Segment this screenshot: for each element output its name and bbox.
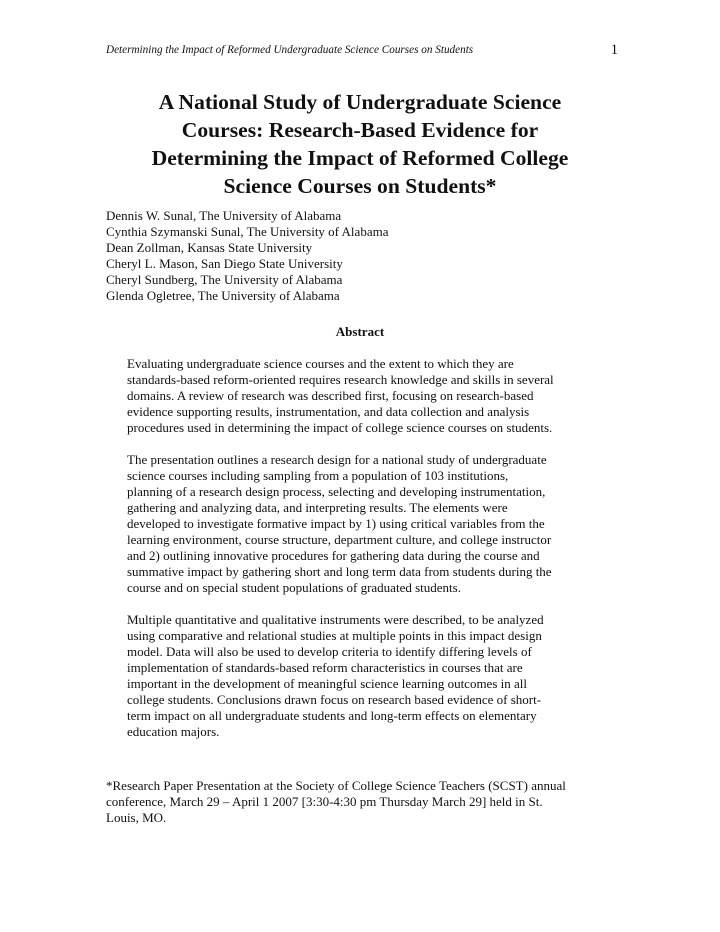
title-line: Determining the Impact of Reformed College <box>151 146 569 170</box>
footnote-line: conference, March 29 – April 1 2007 [3:30-4:30 pm Thursday March 29] held in St. <box>106 794 543 809</box>
text-line: gathering and analyzing data, and interpreting results. The elements were <box>127 500 508 515</box>
text-line: standards-based reform-oriented requires research knowledge and skills in several <box>127 372 554 387</box>
text-line: education majors. <box>127 724 220 739</box>
text-line: procedures used in determining the impact of college science courses on students. <box>127 420 553 435</box>
author-line: Cynthia Szymanski Sunal, The University of Alabama <box>106 224 389 239</box>
text-line: domains. A review of research was described first, focusing on research-based <box>127 388 534 403</box>
author-line: Dean Zollman, Kansas State University <box>106 240 313 255</box>
text-line: evidence supporting results, instrumentation, and data collection and analysis <box>127 404 530 419</box>
text-line: science courses including sampling from a population of 103 institutions, <box>127 468 509 483</box>
author-list <box>106 208 626 304</box>
title-line: Science Courses on Students* <box>223 174 497 198</box>
abstract-paragraph <box>127 356 607 436</box>
text-line: and 2) outlining innovative procedures for gathering data during the course and <box>127 548 540 563</box>
text-line: Evaluating undergraduate science courses and the extent to which they are <box>127 356 514 371</box>
abstract-body <box>127 356 607 756</box>
abstract-heading: Abstract <box>335 324 385 339</box>
text-line: college students. Conclusions drawn focus on research based evidence of short- <box>127 692 542 707</box>
paper-title <box>104 88 616 200</box>
title-line: Courses: Research-Based Evidence for <box>181 118 539 142</box>
author-line: Dennis W. Sunal, The University of Alabama <box>106 208 342 223</box>
abstract-paragraph <box>127 452 607 596</box>
footnote-line: Louis, MO. <box>106 810 167 825</box>
text-line: planning of a research design process, selecting and developing instrumentation, <box>127 484 546 499</box>
text-line: implementation of standards-based reform characteristics in courses that are <box>127 660 523 675</box>
text-line: term impact on all undergraduate students and long-term effects on elementary <box>127 708 537 723</box>
text-line: summative impact by gathering short and long term data from students during the <box>127 564 552 579</box>
text-line: developed to investigate formative impact by 1) using critical variables from the <box>127 516 545 531</box>
text-line: model. Data will also be used to develop criteria to identify differing levels of <box>127 644 532 659</box>
text-line: The presentation outlines a research design for a national study of undergraduate <box>127 452 547 467</box>
running-header: Determining the Impact of Reformed Undergraduate Science Courses on Students <box>106 44 474 56</box>
author-line: Glenda Ogletree, The University of Alabama <box>106 288 340 303</box>
page-number: 1 <box>610 42 618 58</box>
text-line: Multiple quantitative and qualitative instruments were described, to be analyzed <box>127 612 544 627</box>
text-line: learning environment, course structure, department culture, and college instructor <box>127 532 552 547</box>
title-line: A National Study of Undergraduate Science <box>158 90 562 114</box>
author-line: Cheryl Sundberg, The University of Alabama <box>106 272 343 287</box>
text-line: course and on special student populations of graduated students. <box>127 580 461 595</box>
author-line: Cheryl L. Mason, San Diego State University <box>106 256 343 271</box>
text-line: important in the development of meaningful science learning outcomes in all <box>127 676 527 691</box>
footnote <box>106 778 618 826</box>
abstract-paragraph <box>127 612 607 740</box>
footnote-line: *Research Paper Presentation at the Society of College Science Teachers (SCST) annual <box>106 778 566 793</box>
text-line: using comparative and relational studies at multiple points in this impact design <box>127 628 542 643</box>
